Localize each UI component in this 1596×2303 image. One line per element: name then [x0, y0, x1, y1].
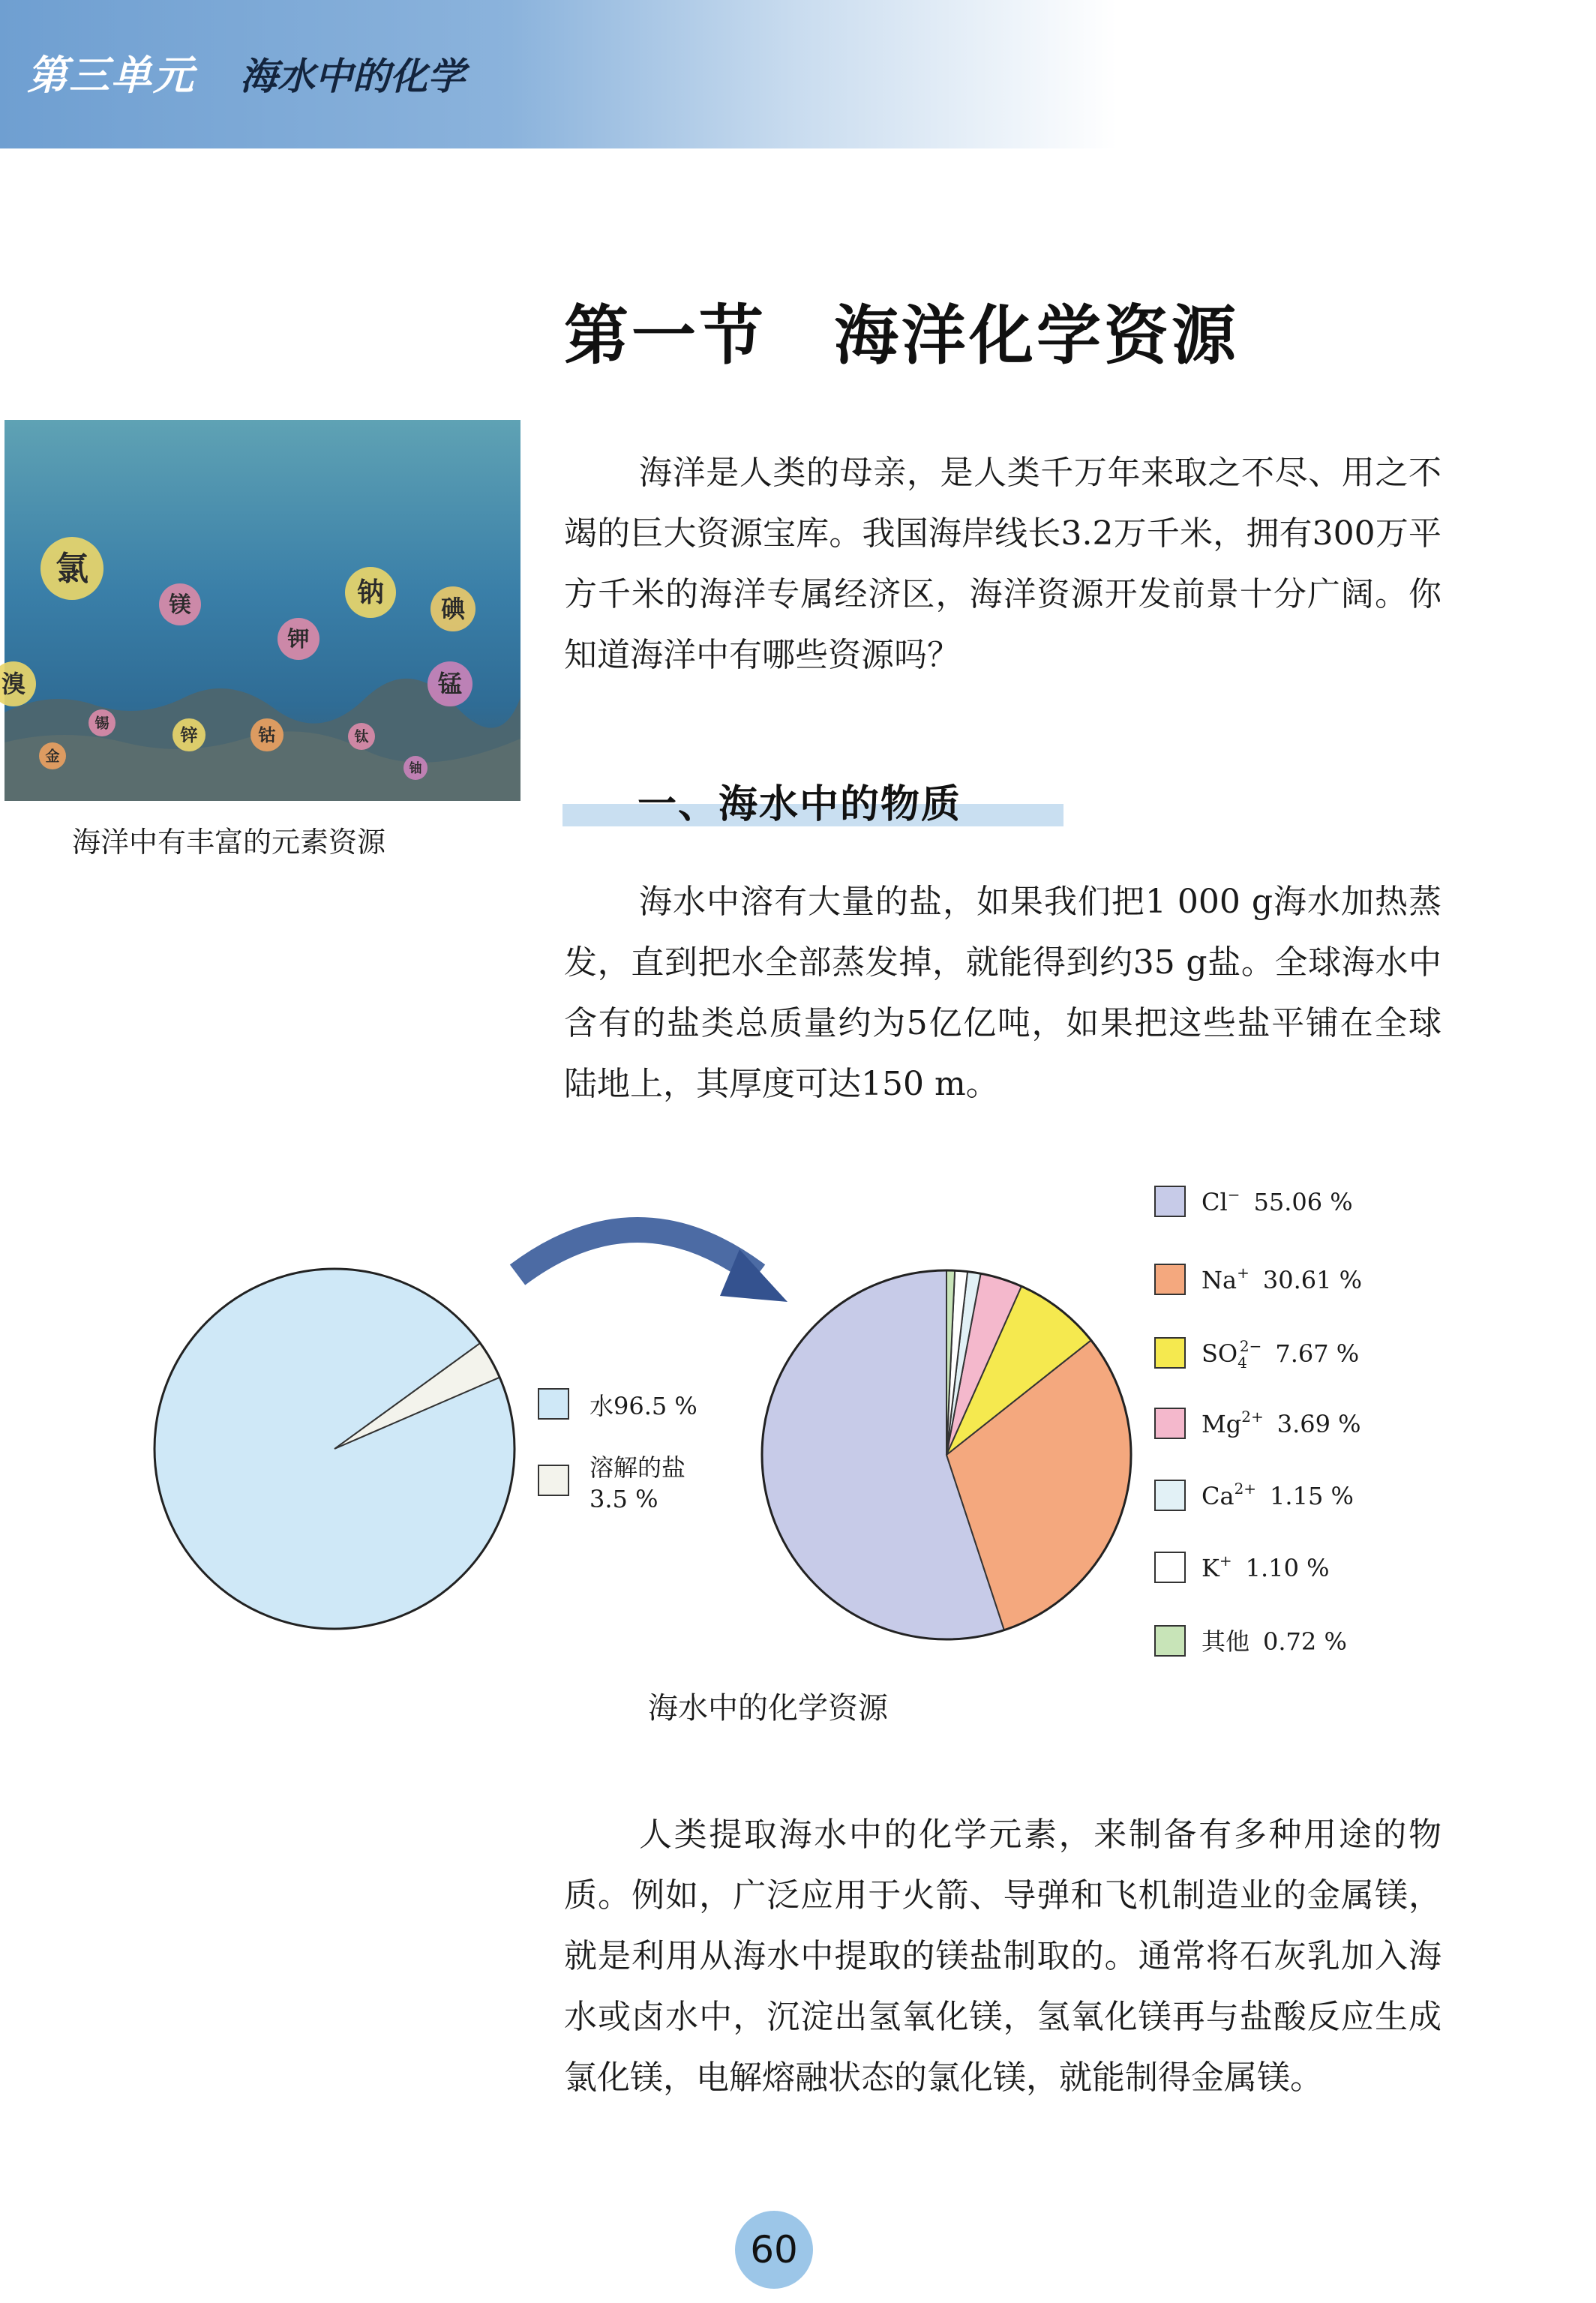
figure-caption: 海水中的化学资源 — [648, 1691, 888, 1726]
svg-text:钴: 钴 — [258, 725, 276, 745]
legend-label: 3.5 % — [590, 1485, 658, 1513]
intro-paragraph: 海洋是人类的母亲，是人类千万年来取之不尽、用之不竭的巨大资源宝库。我国海岸线长3.2万千米，拥有300万平方千米的海洋专属经济区，海洋资源开发前景十分广阔。你知道海洋中有哪些资源吗？ — [564, 454, 1442, 674]
unit-topic: 海水中的化学 — [240, 55, 465, 98]
legend-swatch — [538, 1465, 568, 1495]
legend-label: $Ca^{2+}$ 1.15 % — [1202, 1480, 1354, 1510]
curved-arrow — [518, 1230, 788, 1302]
svg-text:锰: 锰 — [437, 669, 463, 698]
photo-caption: 海洋中有丰富的元素资源 — [72, 826, 386, 859]
svg-text:锡: 锡 — [94, 715, 110, 732]
svg-text:氯: 氯 — [56, 550, 88, 589]
legend-label: Cl− 55.06 % — [1202, 1186, 1353, 1216]
svg-text:锌: 锌 — [180, 725, 198, 745]
legend-label: 其他 0.72 % — [1202, 1627, 1347, 1656]
legend-swatch — [1155, 1264, 1185, 1294]
legend-swatch — [1155, 1626, 1185, 1656]
legend-swatch — [1155, 1480, 1185, 1510]
ion-legend — [1155, 1186, 1362, 1656]
legend-swatch — [538, 1389, 568, 1419]
legend-swatch — [1155, 1186, 1185, 1216]
svg-text:碘: 碘 — [440, 594, 466, 623]
legend-label: $SO_42- 7.67$ % — [1202, 1337, 1360, 1372]
svg-text:金: 金 — [45, 748, 60, 765]
svg-text:溴: 溴 — [1, 669, 26, 698]
salt-paragraph: 海水中溶有大量的盐，如果我们把1 000 g海水加热蒸发，直到把水全部蒸发掉，就能得到约35 g盐。全球海水中含有的盐类总质量约为5亿亿吨，如果把这些盐平铺在全球陆地上，其厚度可达150 m。 — [564, 883, 1442, 1103]
legend-swatch — [1155, 1338, 1185, 1368]
pie-slice — [154, 1269, 514, 1629]
ion-composition-pie — [762, 1270, 1131, 1639]
legend-label: 溶解的盐 — [590, 1453, 686, 1482]
section-title: 第一节 海洋化学资源 — [564, 298, 1239, 373]
legend-label: K+ 1.10 % — [1202, 1552, 1330, 1582]
legend-label: $Mg^{2+}$ 3.69 % — [1202, 1408, 1361, 1438]
svg-text:铀: 铀 — [409, 760, 422, 776]
svg-text:镁: 镁 — [169, 592, 191, 618]
water-salt-legend — [538, 1389, 698, 1513]
legend-label: Na+ 30.61 % — [1202, 1264, 1363, 1294]
subheading: 一、海水中的物质 — [638, 782, 962, 827]
legend-swatch — [1155, 1408, 1185, 1438]
page-number: 60 — [735, 2211, 813, 2289]
legend-label: 水96.5 % — [590, 1392, 698, 1420]
svg-text:钾: 钾 — [287, 626, 310, 652]
water-salt-pie — [154, 1269, 514, 1629]
svg-text:钠: 钠 — [356, 577, 385, 609]
svg-text:钛: 钛 — [354, 728, 369, 745]
legend-swatch — [1155, 1552, 1185, 1582]
magnesium-paragraph: 人类提取海水中的化学元素，来制备有多种用途的物质。例如，广泛应用于火箭、导弹和飞机制造业的金属镁，就是利用从海水中提取的镁盐制取的。通常将石灰乳加入海水或卤水中，沉淀出氢氧化镁，氢氧化镁再与盐酸反应生成氯化镁，电解熔融状态的氯化镁，就能制得金属镁。 — [564, 1816, 1442, 2097]
unit-label: 第三单元 — [27, 52, 195, 99]
